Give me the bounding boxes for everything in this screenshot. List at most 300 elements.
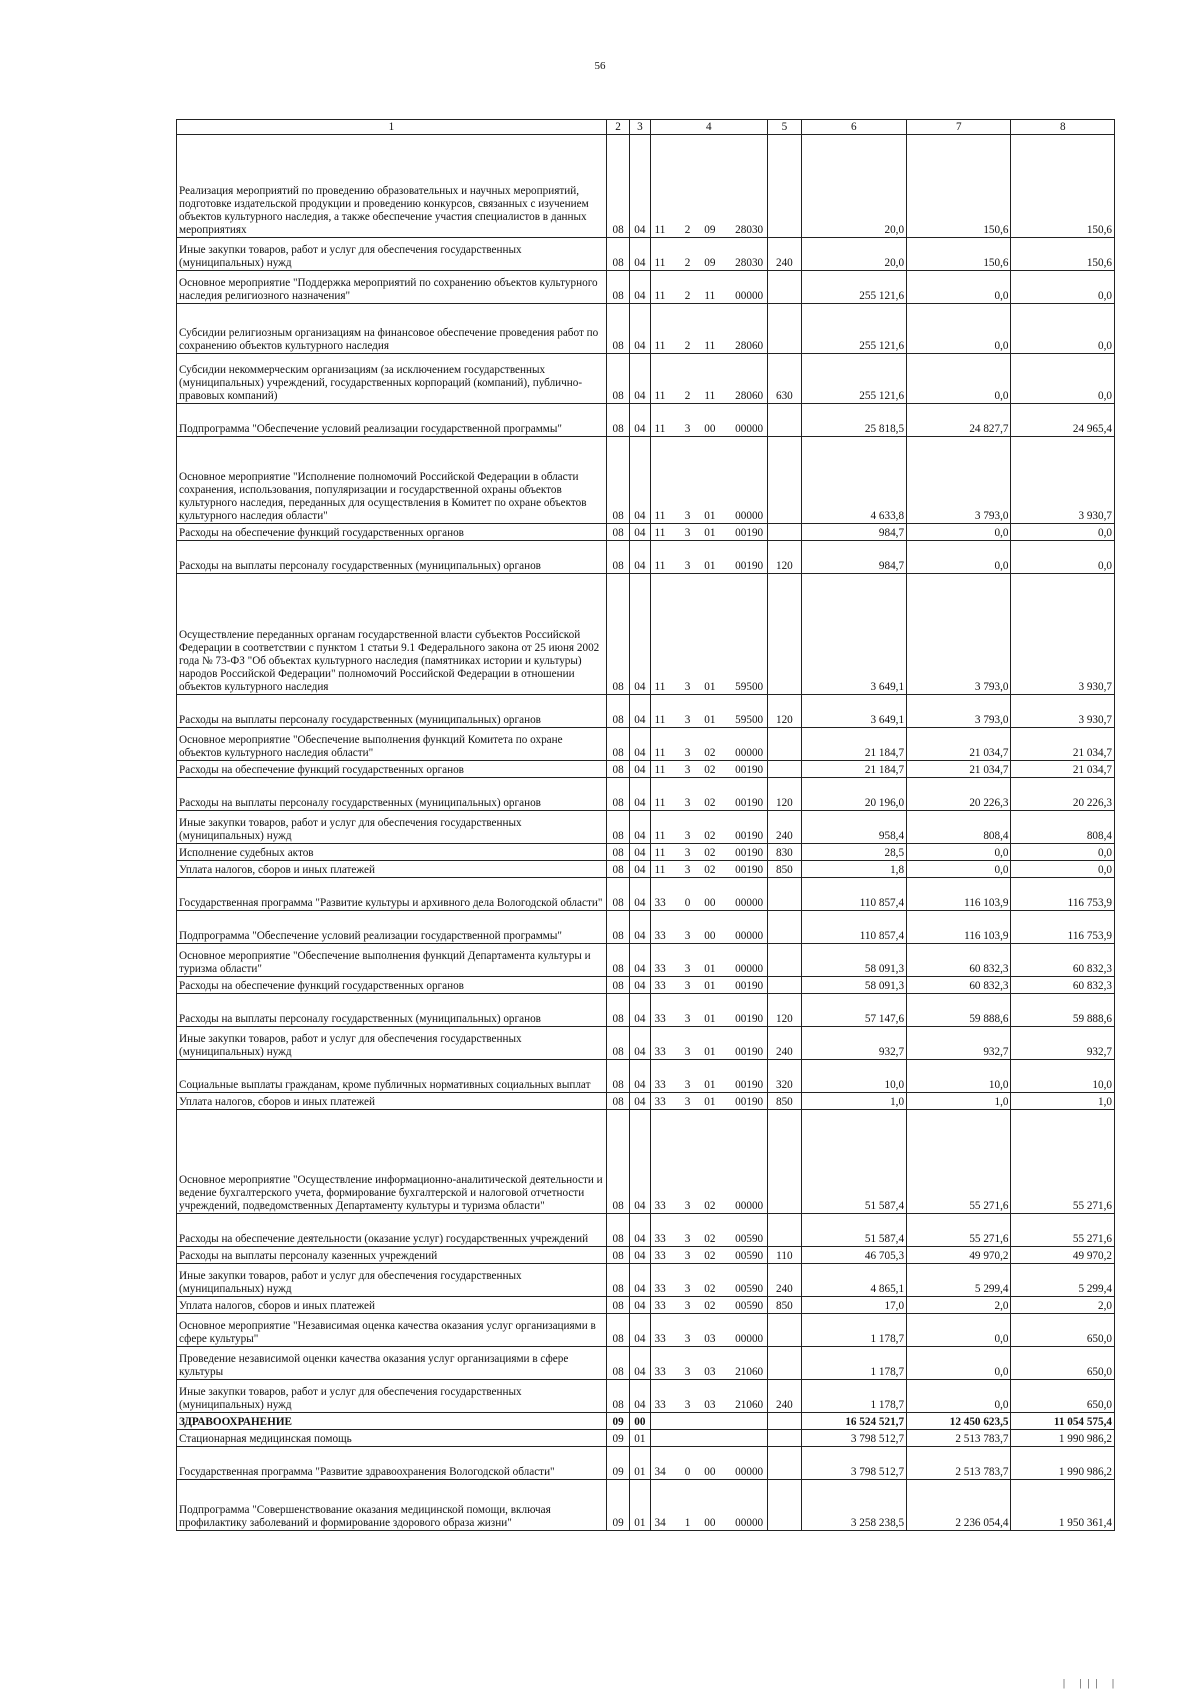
amount-col8: 55 271,6 [1011, 1214, 1115, 1247]
direction-code: 00190 [721, 1060, 768, 1093]
table-row [177, 761, 1115, 778]
razdel-code: 08 [606, 811, 629, 844]
podrazdel-code: 04 [630, 844, 650, 861]
direction-code: 00000 [721, 1480, 768, 1531]
subprogram-code: 3 [676, 1060, 698, 1093]
activity-code: 00 [699, 911, 721, 944]
subprogram-code: 3 [676, 778, 698, 811]
subprogram-code: 3 [676, 1297, 698, 1314]
amount-col6: 3 258 238,5 [801, 1480, 906, 1531]
row-name: Иные закупки товаров, работ и услуг для обеспечения государственных (муниципальных) нужд [177, 1264, 607, 1297]
amount-col7: 0,0 [907, 524, 1011, 541]
amount-col7: 49 970,2 [907, 1247, 1011, 1264]
row-name: Основное мероприятие "Независимая оценка качества оказания услуг организациями в сфере культуры" [177, 1314, 607, 1347]
podrazdel-code: 04 [630, 404, 650, 437]
amount-col7: 932,7 [907, 1027, 1011, 1060]
amount-col7: 0,0 [907, 1314, 1011, 1347]
podrazdel-code: 04 [630, 977, 650, 994]
amount-col7: 12 450 623,5 [907, 1413, 1011, 1430]
razdel-code: 08 [606, 524, 629, 541]
table-row [177, 695, 1115, 728]
podrazdel-code: 04 [630, 728, 650, 761]
table-row [177, 1110, 1115, 1214]
amount-col6: 984,7 [801, 541, 906, 574]
table-row [177, 1264, 1115, 1297]
amount-col8: 3 930,7 [1011, 695, 1115, 728]
direction-code: 00190 [721, 844, 768, 861]
subprogram-code: 3 [676, 1110, 698, 1214]
row-name: Основное мероприятие "Осуществление информационно-аналитической деятельности и ведение бухгалтерского учета, формирование бухгалтерской и налоговой отчетности учреждений, подведомственных Департаменту культуры и туризма области" [177, 1110, 607, 1214]
podrazdel-code: 04 [630, 1247, 650, 1264]
podrazdel-code: 04 [630, 1093, 650, 1110]
activity-code: 01 [699, 944, 721, 977]
amount-col8: 116 753,9 [1011, 878, 1115, 911]
direction-code: 28030 [721, 238, 768, 271]
program-code: 11 [650, 761, 676, 778]
table-row [177, 944, 1115, 977]
amount-col8: 150,6 [1011, 238, 1115, 271]
program-code: 33 [650, 878, 676, 911]
subprogram-code: 2 [676, 271, 698, 304]
activity-code: 02 [699, 778, 721, 811]
amount-col6: 1,8 [801, 861, 906, 878]
program-code: 11 [650, 135, 676, 238]
direction-code: 21060 [721, 1380, 768, 1413]
amount-col6: 1,0 [801, 1093, 906, 1110]
amount-col6: 255 121,6 [801, 354, 906, 404]
table-row [177, 911, 1115, 944]
amount-col8: 650,0 [1011, 1380, 1115, 1413]
amount-col7: 0,0 [907, 844, 1011, 861]
direction-code: 28030 [721, 135, 768, 238]
activity-code: 01 [699, 574, 721, 695]
amount-col8: 21 034,7 [1011, 761, 1115, 778]
podrazdel-code: 01 [630, 1480, 650, 1531]
podrazdel-code: 04 [630, 761, 650, 778]
row-name: Проведение независимой оценки качества оказания услуг организациями в сфере культуры [177, 1347, 607, 1380]
activity-code: 02 [699, 861, 721, 878]
amount-col8: 10,0 [1011, 1060, 1115, 1093]
program-code: 33 [650, 911, 676, 944]
expense-type-code [768, 437, 801, 524]
activity-code: 11 [699, 304, 721, 354]
razdel-code: 08 [606, 1093, 629, 1110]
direction-code: 00190 [721, 861, 768, 878]
razdel-code: 08 [606, 1297, 629, 1314]
subprogram-code: 2 [676, 135, 698, 238]
program-code: 11 [650, 728, 676, 761]
activity-code: 03 [699, 1347, 721, 1380]
table-row [177, 1297, 1115, 1314]
amount-col7: 21 034,7 [907, 728, 1011, 761]
expense-type-code: 120 [768, 778, 801, 811]
table-row [177, 304, 1115, 354]
subprogram-code: 2 [676, 304, 698, 354]
table-body [177, 135, 1115, 1531]
table-row [177, 1093, 1115, 1110]
podrazdel-code: 04 [630, 1264, 650, 1297]
expense-type-code [768, 1214, 801, 1247]
subprogram-code: 3 [676, 761, 698, 778]
podrazdel-code: 04 [630, 1060, 650, 1093]
expense-type-code: 240 [768, 811, 801, 844]
expense-type-code [768, 761, 801, 778]
row-name: Расходы на обеспечение функций государственных органов [177, 761, 607, 778]
table-row [177, 238, 1115, 271]
podrazdel-code: 04 [630, 1380, 650, 1413]
direction-code: 00190 [721, 778, 768, 811]
subprogram-code: 3 [676, 1264, 698, 1297]
podrazdel-code: 04 [630, 1027, 650, 1060]
activity-code: 01 [699, 541, 721, 574]
amount-col8: 0,0 [1011, 844, 1115, 861]
razdel-code: 08 [606, 761, 629, 778]
razdel-code: 08 [606, 844, 629, 861]
row-name: Подпрограмма "Обеспечение условий реализации государственной программы" [177, 404, 607, 437]
subprogram-code: 3 [676, 437, 698, 524]
activity-code: 01 [699, 524, 721, 541]
col-header-8: 8 [1011, 120, 1115, 135]
expense-type-code [768, 1447, 801, 1480]
podrazdel-code: 04 [630, 1347, 650, 1380]
activity-code: 02 [699, 1297, 721, 1314]
direction-code: 00590 [721, 1297, 768, 1314]
table-row [177, 1314, 1115, 1347]
razdel-code: 08 [606, 695, 629, 728]
direction-code: 00190 [721, 524, 768, 541]
row-name: Стационарная медицинская помощь [177, 1430, 607, 1447]
table-row [177, 404, 1115, 437]
amount-col8: 650,0 [1011, 1314, 1115, 1347]
amount-col7: 0,0 [907, 1347, 1011, 1380]
direction-code: 00190 [721, 994, 768, 1027]
expense-type-code [768, 728, 801, 761]
amount-col8: 1 950 361,4 [1011, 1480, 1115, 1531]
direction-code: 00190 [721, 811, 768, 844]
amount-col7: 3 793,0 [907, 574, 1011, 695]
amount-col8: 650,0 [1011, 1347, 1115, 1380]
amount-col6: 1 178,7 [801, 1380, 906, 1413]
subprogram-code: 3 [676, 944, 698, 977]
activity-code: 02 [699, 1214, 721, 1247]
row-name: ЗДРАВООХРАНЕНИЕ [177, 1413, 607, 1430]
razdel-code: 08 [606, 911, 629, 944]
amount-col7: 116 103,9 [907, 911, 1011, 944]
budget-table [176, 119, 1115, 1531]
razdel-code: 08 [606, 994, 629, 1027]
podrazdel-code: 04 [630, 574, 650, 695]
activity-code: 01 [699, 994, 721, 1027]
table-row [177, 1413, 1115, 1430]
amount-col6: 255 121,6 [801, 304, 906, 354]
col-header-7: 7 [907, 120, 1011, 135]
podrazdel-code: 04 [630, 695, 650, 728]
activity-code: 03 [699, 1314, 721, 1347]
amount-col8: 1,0 [1011, 1093, 1115, 1110]
activity-code: 09 [699, 238, 721, 271]
podrazdel-code: 04 [630, 271, 650, 304]
table-row [177, 1380, 1115, 1413]
subprogram-code: 0 [676, 1447, 698, 1480]
direction-code: 00190 [721, 1027, 768, 1060]
activity-code: 02 [699, 811, 721, 844]
amount-col8: 0,0 [1011, 271, 1115, 304]
amount-col6: 932,7 [801, 1027, 906, 1060]
expense-type-code [768, 1347, 801, 1380]
amount-col7: 5 299,4 [907, 1264, 1011, 1297]
podrazdel-code: 04 [630, 811, 650, 844]
razdel-code: 08 [606, 861, 629, 878]
amount-col7: 808,4 [907, 811, 1011, 844]
subprogram-code: 3 [676, 1093, 698, 1110]
direction-code: 00000 [721, 878, 768, 911]
direction-code: 21060 [721, 1347, 768, 1380]
direction-code [721, 1430, 768, 1447]
subprogram-code: 1 [676, 1480, 698, 1531]
amount-col7: 1,0 [907, 1093, 1011, 1110]
program-code: 33 [650, 1060, 676, 1093]
podrazdel-code: 04 [630, 1110, 650, 1214]
program-code: 33 [650, 1314, 676, 1347]
expense-type-code: 850 [768, 1297, 801, 1314]
activity-code: 01 [699, 977, 721, 994]
amount-col6: 20 196,0 [801, 778, 906, 811]
direction-code [721, 1413, 768, 1430]
amount-col6: 110 857,4 [801, 911, 906, 944]
subprogram-code: 3 [676, 541, 698, 574]
program-code: 11 [650, 354, 676, 404]
razdel-code: 08 [606, 1214, 629, 1247]
expense-type-code: 240 [768, 1027, 801, 1060]
row-name: Иные закупки товаров, работ и услуг для обеспечения государственных (муниципальных) нужд [177, 1380, 607, 1413]
row-name: Основное мероприятие "Поддержка мероприятий по сохранению объектов культурного наследия религиозного назначения" [177, 271, 607, 304]
amount-col8: 0,0 [1011, 304, 1115, 354]
program-code: 33 [650, 1214, 676, 1247]
podrazdel-code: 04 [630, 994, 650, 1027]
expense-type-code: 120 [768, 695, 801, 728]
table-row [177, 1027, 1115, 1060]
amount-col6: 4 633,8 [801, 437, 906, 524]
amount-col7: 0,0 [907, 271, 1011, 304]
amount-col6: 1 178,7 [801, 1347, 906, 1380]
page-number: 56 [594, 60, 606, 72]
program-code: 11 [650, 271, 676, 304]
amount-col8: 0,0 [1011, 354, 1115, 404]
direction-code: 00000 [721, 728, 768, 761]
program-code: 11 [650, 574, 676, 695]
amount-col8: 0,0 [1011, 524, 1115, 541]
row-name: Государственная программа "Развитие культуры и архивного дела Вологодской области" [177, 878, 607, 911]
expense-type-code: 120 [768, 541, 801, 574]
row-name: Расходы на выплаты персоналу государственных (муниципальных) органов [177, 778, 607, 811]
subprogram-code: 2 [676, 354, 698, 404]
amount-col7: 2,0 [907, 1297, 1011, 1314]
razdel-code: 08 [606, 728, 629, 761]
razdel-code: 08 [606, 778, 629, 811]
subprogram-code: 3 [676, 911, 698, 944]
amount-col7: 20 226,3 [907, 778, 1011, 811]
razdel-code: 08 [606, 304, 629, 354]
amount-col8: 1 990 986,2 [1011, 1430, 1115, 1447]
expense-type-code [768, 878, 801, 911]
amount-col6: 255 121,6 [801, 271, 906, 304]
expense-type-code: 120 [768, 994, 801, 1027]
podrazdel-code: 00 [630, 1413, 650, 1430]
direction-code: 00000 [721, 1447, 768, 1480]
activity-code: 02 [699, 1247, 721, 1264]
row-name: Подпрограмма "Обеспечение условий реализации государственной программы" [177, 911, 607, 944]
razdel-code: 08 [606, 1247, 629, 1264]
amount-col7: 0,0 [907, 541, 1011, 574]
expense-type-code [768, 1480, 801, 1531]
activity-code: 11 [699, 271, 721, 304]
direction-code: 00590 [721, 1247, 768, 1264]
amount-col7: 0,0 [907, 861, 1011, 878]
subprogram-code [676, 1413, 698, 1430]
expense-type-code [768, 911, 801, 944]
expense-type-code [768, 1413, 801, 1430]
expense-type-code: 830 [768, 844, 801, 861]
amount-col8: 60 832,3 [1011, 944, 1115, 977]
expense-type-code [768, 135, 801, 238]
podrazdel-code: 04 [630, 911, 650, 944]
direction-code: 00190 [721, 761, 768, 778]
amount-col6: 984,7 [801, 524, 906, 541]
activity-code: 02 [699, 1264, 721, 1297]
activity-code: 01 [699, 695, 721, 728]
amount-col6: 51 587,4 [801, 1110, 906, 1214]
podrazdel-code: 04 [630, 238, 650, 271]
amount-col6: 17,0 [801, 1297, 906, 1314]
row-name: Расходы на выплаты персоналу государственных (муниципальных) органов [177, 695, 607, 728]
col-header-1: 1 [177, 120, 607, 135]
activity-code: 02 [699, 844, 721, 861]
podrazdel-code: 04 [630, 778, 650, 811]
table-row [177, 1214, 1115, 1247]
row-name: Уплата налогов, сборов и иных платежей [177, 1093, 607, 1110]
row-name: Расходы на выплаты персоналу государственных (муниципальных) органов [177, 994, 607, 1027]
program-code: 11 [650, 304, 676, 354]
row-name: Уплата налогов, сборов и иных платежей [177, 861, 607, 878]
table-row [177, 778, 1115, 811]
podrazdel-code: 04 [630, 1314, 650, 1347]
podrazdel-code: 04 [630, 304, 650, 354]
col-header-4: 4 [650, 120, 768, 135]
amount-col8: 0,0 [1011, 541, 1115, 574]
podrazdel-code: 04 [630, 1214, 650, 1247]
program-code: 11 [650, 844, 676, 861]
direction-code: 28060 [721, 354, 768, 404]
amount-col6: 110 857,4 [801, 878, 906, 911]
amount-col7: 24 827,7 [907, 404, 1011, 437]
table-row [177, 1430, 1115, 1447]
header-row [177, 120, 1115, 135]
subprogram-code: 3 [676, 728, 698, 761]
amount-col8: 150,6 [1011, 135, 1115, 238]
amount-col6: 1 178,7 [801, 1314, 906, 1347]
program-code: 11 [650, 778, 676, 811]
row-name: Иные закупки товаров, работ и услуг для обеспечения государственных (муниципальных) нужд [177, 1027, 607, 1060]
program-code: 34 [650, 1447, 676, 1480]
row-name: Субсидии религиозным организациям на финансовое обеспечение проведения работ по сохранению объектов культурного наследия [177, 304, 607, 354]
direction-code: 00590 [721, 1214, 768, 1247]
razdel-code: 09 [606, 1480, 629, 1531]
table-row [177, 1480, 1115, 1531]
amount-col8: 5 299,4 [1011, 1264, 1115, 1297]
amount-col7: 21 034,7 [907, 761, 1011, 778]
program-code: 11 [650, 541, 676, 574]
amount-col6: 3 649,1 [801, 695, 906, 728]
razdel-code: 08 [606, 1347, 629, 1380]
subprogram-code: 3 [676, 861, 698, 878]
subprogram-code: 0 [676, 878, 698, 911]
amount-col7: 2 513 783,7 [907, 1447, 1011, 1480]
amount-col8: 59 888,6 [1011, 994, 1115, 1027]
amount-col7: 2 513 783,7 [907, 1430, 1011, 1447]
razdel-code: 09 [606, 1413, 629, 1430]
program-code: 33 [650, 994, 676, 1027]
program-code: 11 [650, 238, 676, 271]
expense-type-code: 850 [768, 861, 801, 878]
expense-type-code: 630 [768, 354, 801, 404]
amount-col8: 60 832,3 [1011, 977, 1115, 994]
table-row [177, 437, 1115, 524]
activity-code: 03 [699, 1380, 721, 1413]
amount-col6: 46 705,3 [801, 1247, 906, 1264]
direction-code: 00000 [721, 944, 768, 977]
row-name: Исполнение судебных актов [177, 844, 607, 861]
amount-col6: 20,0 [801, 135, 906, 238]
amount-col7: 150,6 [907, 135, 1011, 238]
activity-code: 00 [699, 878, 721, 911]
direction-code: 00000 [721, 404, 768, 437]
table-row [177, 135, 1115, 238]
program-code: 33 [650, 1264, 676, 1297]
amount-col8: 116 753,9 [1011, 911, 1115, 944]
subprogram-code: 3 [676, 1380, 698, 1413]
podrazdel-code: 01 [630, 1430, 650, 1447]
amount-col8: 24 965,4 [1011, 404, 1115, 437]
razdel-code: 08 [606, 541, 629, 574]
amount-col8: 932,7 [1011, 1027, 1115, 1060]
razdel-code: 09 [606, 1447, 629, 1480]
subprogram-code: 3 [676, 1027, 698, 1060]
amount-col6: 3 798 512,7 [801, 1447, 906, 1480]
expense-type-code [768, 271, 801, 304]
amount-col8: 3 930,7 [1011, 437, 1115, 524]
razdel-code: 08 [606, 1380, 629, 1413]
direction-code: 28060 [721, 304, 768, 354]
program-code: 33 [650, 977, 676, 994]
direction-code: 00190 [721, 541, 768, 574]
activity-code: 09 [699, 135, 721, 238]
amount-col6: 4 865,1 [801, 1264, 906, 1297]
amount-col6: 28,5 [801, 844, 906, 861]
table-row [177, 574, 1115, 695]
expense-type-code [768, 304, 801, 354]
row-name: Иные закупки товаров, работ и услуг для обеспечения государственных (муниципальных) нужд [177, 811, 607, 844]
activity-code: 11 [699, 354, 721, 404]
subprogram-code: 2 [676, 238, 698, 271]
expense-type-code [768, 1110, 801, 1214]
amount-col8: 49 970,2 [1011, 1247, 1115, 1264]
activity-code: 00 [699, 1447, 721, 1480]
row-name: Государственная программа "Развитие здравоохранения Вологодской области" [177, 1447, 607, 1480]
activity-code [699, 1413, 721, 1430]
program-code: 33 [650, 1347, 676, 1380]
program-code: 33 [650, 1027, 676, 1060]
amount-col8: 21 034,7 [1011, 728, 1115, 761]
